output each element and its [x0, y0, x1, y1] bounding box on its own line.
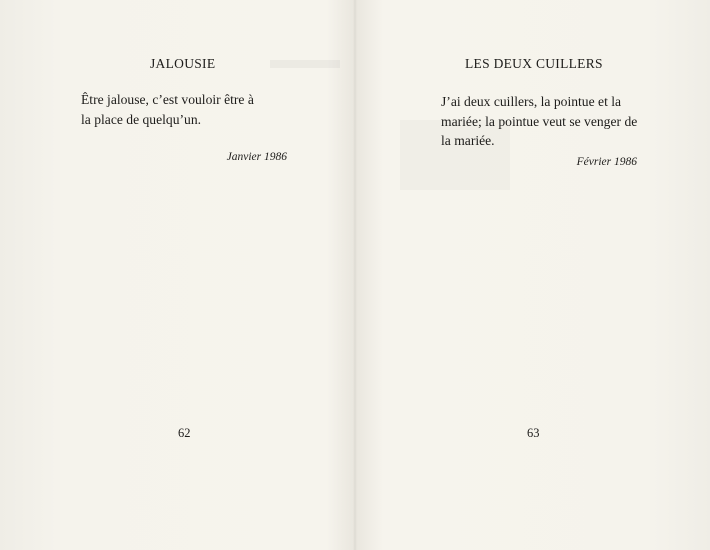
poem-date: Février 1986 [576, 156, 637, 168]
poem-line: la mariée. [441, 133, 495, 148]
poem-line: mariée; la pointue veut se venger de [441, 113, 638, 129]
page-number: 62 [178, 426, 191, 440]
poem-title: LES DEUX CUILLERS [465, 56, 603, 71]
right-page [357, 0, 710, 550]
poem-text [441, 92, 637, 151]
poem-line: J’ai deux cuillers, la pointue et la [441, 94, 622, 109]
page-number: 63 [527, 426, 540, 440]
poem-text [81, 90, 287, 129]
left-page [0, 0, 353, 550]
poem-line: la place de quelqu’un. [81, 111, 202, 127]
poem-line: Être jalouse, c’est vouloir être à [81, 92, 254, 107]
poem-title: JALOUSIE [150, 56, 216, 71]
poem-date: Janvier 1986 [226, 151, 287, 163]
